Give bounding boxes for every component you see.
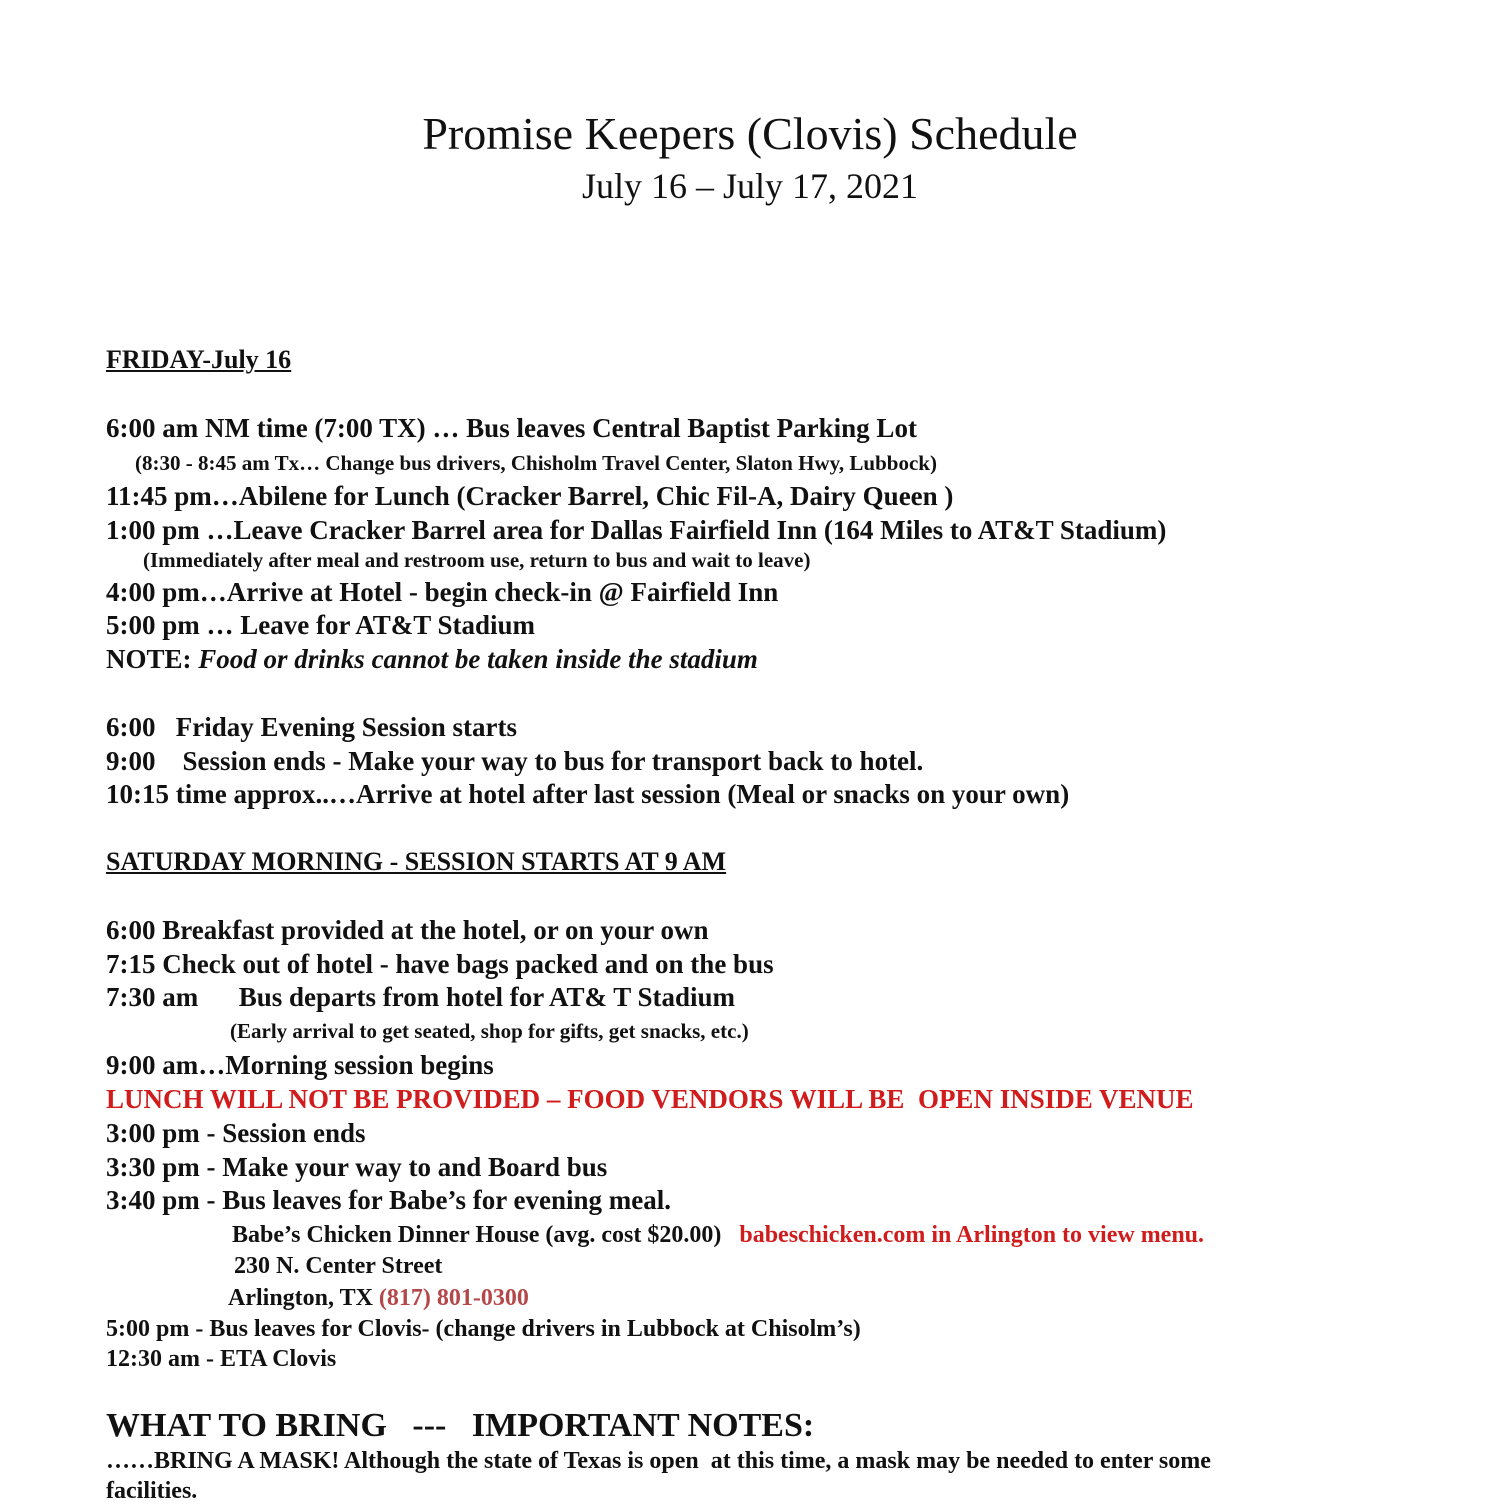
saturday-heading: SATURDAY MORNING - SESSION STARTS AT 9 AM (106, 847, 727, 876)
stadium-note (106, 646, 758, 673)
schedule-line: 3:40 pm - Bus leaves for Babe’s for evening meal. (106, 1185, 671, 1215)
schedule-line: 3:00 pm - Session ends (106, 1118, 366, 1148)
schedule-subnote: (8:30 - 8:45 am Tx… Change bus drivers, Chisholm Travel Center, Slaton Hwy, Lubbock) (135, 451, 937, 475)
schedule-line: 6:00 Friday Evening Session starts (106, 712, 518, 742)
restaurant-link[interactable]: babeschicken.com in Arlington to view menu. (739, 1222, 1205, 1248)
restaurant-phone[interactable]: (817) 801-0300 (378, 1285, 529, 1311)
mask-note-continued: facilities. (106, 1478, 198, 1504)
notes-heading: WHAT TO BRING --- IMPORTANT NOTES: (106, 1407, 815, 1444)
schedule-line: 1:00 pm …Leave Cracker Barrel area for Dallas Fairfield Inn (164 Miles to AT&T Stadium) (106, 515, 1167, 545)
schedule-line: 12:30 am - ETA Clovis (106, 1346, 337, 1372)
schedule-line: 9:00 Session ends - Make your way to bus for transport back to hotel. (106, 746, 924, 776)
schedule-subnote: (Immediately after meal and restroom use, return to bus and wait to leave) (143, 548, 811, 572)
city-text: Arlington, TX (228, 1285, 379, 1311)
page-subtitle-dates: July 16 – July 17, 2021 (581, 166, 919, 206)
lunch-warning: LUNCH WILL NOT BE PROVIDED – FOOD VENDORS WILL BE OPEN INSIDE VENUE (106, 1084, 1194, 1114)
restaurant-street: 230 N. Center Street (234, 1253, 443, 1279)
schedule-line: 5:00 pm - Bus leaves for Clovis- (change drivers in Lubbock at Chisolm’s) (106, 1316, 861, 1342)
page-title: Promise Keepers (Clovis) Schedule (422, 108, 1078, 159)
schedule-line: 6:00 am NM time (7:00 TX) … Bus leaves Central Baptist Parking Lot (106, 413, 917, 443)
schedule-line: 7:15 Check out of hotel - have bags packed and on the bus (106, 949, 774, 979)
schedule-line: 5:00 pm … Leave for AT&T Stadium (106, 610, 536, 640)
schedule-line: 4:00 pm…Arrive at Hotel - begin check-in @ Fairfield Inn (106, 577, 779, 607)
restaurant-line (232, 1223, 1204, 1247)
schedule-line: 9:00 am…Morning session begins (106, 1050, 494, 1080)
schedule-line: 6:00 Breakfast provided at the hotel, or on your own (106, 915, 709, 945)
note-label: NOTE: (106, 644, 199, 674)
note-text: Food or drinks cannot be taken inside the stadium (198, 644, 758, 674)
mask-note: ……BRING A MASK! Although the state of Texas is open at this time, a mask may be needed to enter some (106, 1448, 1211, 1474)
restaurant-name: Babe’s Chicken Dinner House (avg. cost $20.00) (232, 1222, 740, 1248)
schedule-line: 3:30 pm - Make your way to and Board bus (106, 1152, 608, 1182)
schedule-line: 11:45 pm…Abilene for Lunch (Cracker Barrel, Chic Fil-A, Dairy Queen ) (106, 481, 954, 511)
schedule-subnote: (Early arrival to get seated, shop for gifts, get snacks, etc.) (230, 1019, 749, 1043)
friday-heading: FRIDAY-July 16 (106, 345, 292, 374)
restaurant-city (228, 1286, 529, 1310)
schedule-line: 7:30 am Bus departs from hotel for AT& T Stadium (106, 982, 736, 1012)
schedule-line: 10:15 time approx..…Arrive at hotel after last session (Meal or snacks on your own) (106, 779, 1070, 809)
